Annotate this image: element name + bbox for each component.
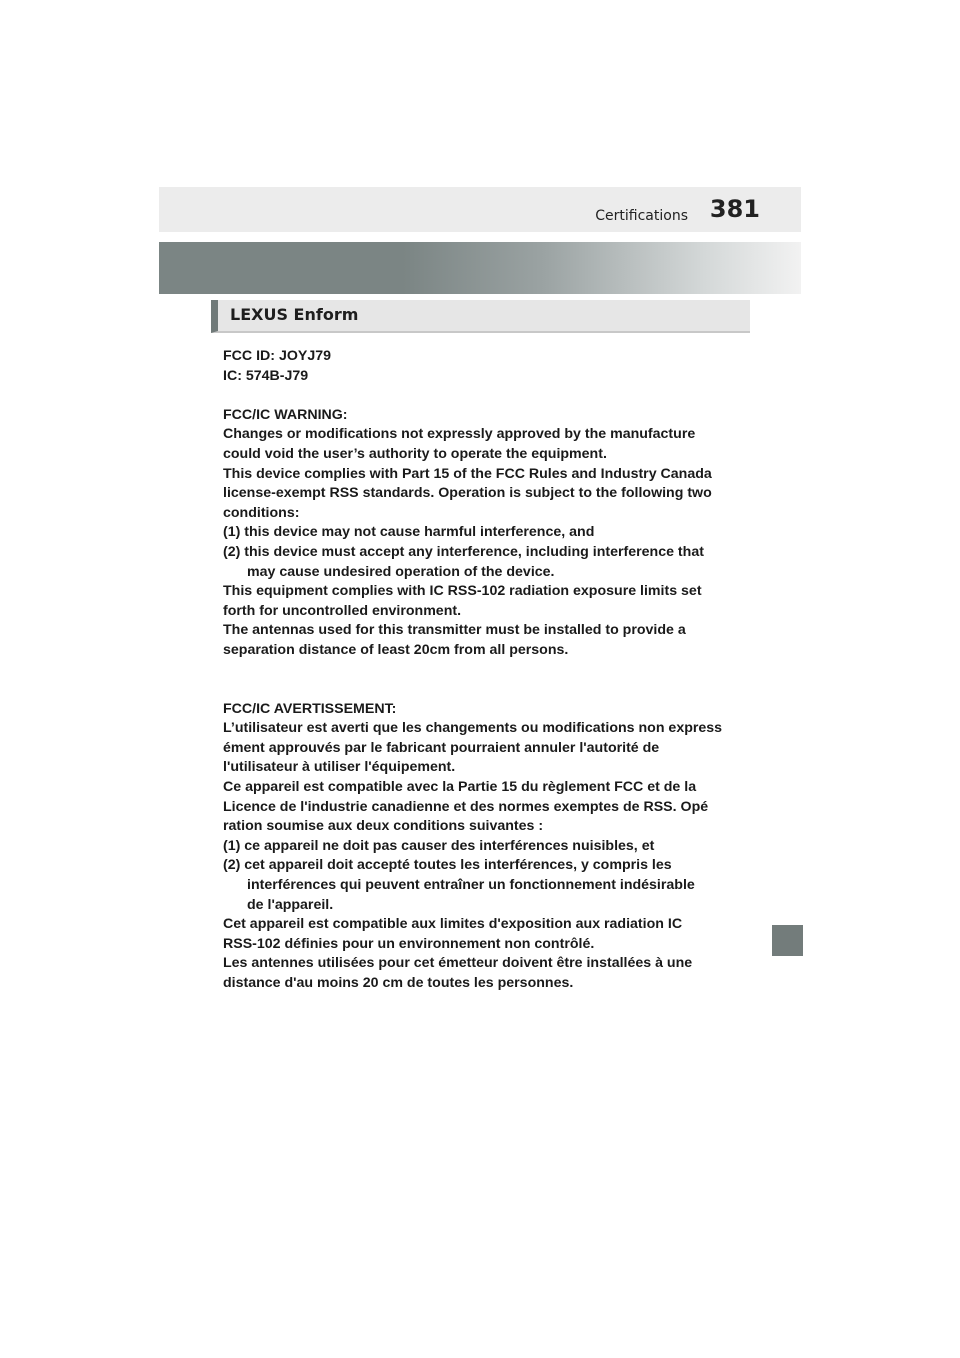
warning-en-heading: FCC/IC WARNING:: [223, 406, 348, 423]
fcc-id-line: FCC ID: JOYJ79: [223, 348, 332, 364]
text-line: Ce appareil est compatible avec la Partie 15 du règlement FCC et de la: [223, 779, 697, 796]
text-line: separation distance of least 20cm from all persons.: [223, 641, 569, 658]
text-line: Changes or modifications not expressly approved by the manufacture: [223, 426, 696, 443]
text-line: This device complies with Part 15 of the FCC Rules and Industry Canada: [223, 465, 712, 482]
text-line: (2) this device must accept any interference, including interference that: [223, 543, 704, 560]
section-title: LEXUS Enform: [230, 305, 359, 324]
text-line: RSS-102 définies pour un environnement non contrôlé.: [223, 935, 595, 952]
text-line: may cause undesired operation of the device.: [247, 563, 555, 580]
header-gradient-band: [159, 242, 801, 294]
text-line: Les antennes utilisées pour cet émetteur doivent être installées à une: [223, 955, 693, 972]
text-line: (2) cet appareil doit accepté toutes les interférences, y compris les: [223, 857, 672, 874]
spacer: [223, 661, 753, 681]
text-line: (1) this device may not cause harmful interference, and: [223, 524, 595, 541]
text-line: Cet appareil est compatible aux limites d'exposition aux radiation IC: [223, 916, 683, 933]
chapter-thumb-tab: [772, 925, 803, 956]
text-line: distance d'au moins 20 cm de toutes les personnes.: [223, 975, 574, 991]
section-heading-box: [211, 300, 750, 333]
header-title: Certifications: [595, 208, 688, 224]
text-line: could void the user’s authority to operate the equipment.: [223, 445, 607, 462]
text-line: l'utilisateur à utiliser l'équipement.: [223, 759, 456, 776]
text-line: conditions:: [223, 504, 300, 521]
text-line: forth for uncontrolled environment.: [223, 602, 462, 619]
text-line: license-exempt RSS standards. Operation is subject to the following two: [223, 485, 712, 502]
spacer: [223, 680, 753, 700]
spacer: [223, 386, 753, 406]
text-line: interférences qui peuvent entraîner un fonctionnement indésirable: [247, 877, 695, 894]
text-line: This equipment complies with IC RSS-102 radiation exposure limits set: [223, 583, 702, 600]
page-header-bar: [159, 187, 801, 232]
warning-fr-heading: FCC/IC AVERTISSEMENT:: [223, 700, 397, 717]
certification-text: [223, 347, 753, 994]
text-line: (1) ce appareil ne doit pas causer des interférences nuisibles, et: [223, 837, 655, 854]
text-line: L’utilisateur est averti que les changements ou modifications non express: [223, 720, 723, 737]
ic-id-line: IC: 574B-J79: [223, 367, 309, 384]
text-line: Licence de l'industrie canadienne et des normes exemptes de RSS. Opé: [223, 798, 709, 815]
page-number: 381: [709, 195, 760, 223]
text-line: The antennas used for this transmitter must be installed to provide a: [223, 622, 686, 639]
text-line: ément approuvés par le fabricant pourraient annuler l'autorité de: [223, 739, 660, 756]
text-line: ration soumise aux deux conditions suivantes :: [223, 818, 544, 835]
text-line: de l'appareil.: [247, 896, 334, 913]
